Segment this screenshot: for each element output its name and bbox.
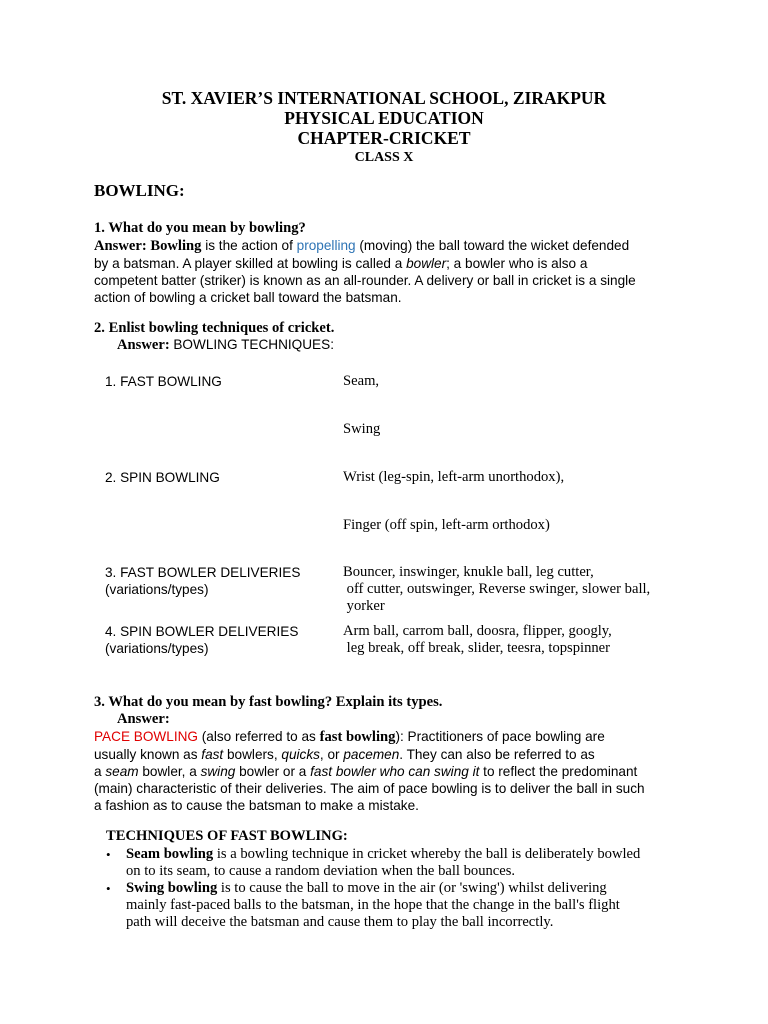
technique-category: 1. FAST BOWLING [105, 374, 222, 389]
technique-types: off cutter, outswinger, Reverse swinger, slower ball, [343, 581, 651, 597]
question-1: 1. What do you mean by bowling? [94, 220, 306, 236]
technique-types: Swing [343, 421, 381, 437]
bullet-term: Swing bowling [126, 880, 218, 896]
bullet-item: Swing bowling is to cause the ball to move in the air (or 'swing') whilst delivering [126, 880, 607, 896]
technique-category: 2. SPIN BOWLING [105, 470, 220, 485]
answer-2: Answer: BOWLING TECHNIQUES: [117, 337, 334, 353]
question-3: 3. What do you mean by fast bowling? Explain its types. [94, 694, 443, 710]
term-pace-bowling: PACE BOWLING [94, 729, 198, 744]
answer-label: Answer: [94, 238, 151, 254]
technique-types: Seam, [343, 373, 380, 389]
technique-types: Wrist (leg-spin, left-arm unorthodox), [343, 469, 565, 485]
bullet-item: Seam bowling is a bowling technique in cricket whereby the ball is deliberately bowled [126, 846, 641, 862]
technique-category: 4. SPIN BOWLER DELIVERIES [105, 624, 299, 639]
bullet-icon: • [106, 847, 111, 862]
question-2: 2. Enlist bowling techniques of cricket. [94, 320, 335, 336]
bullet-line: on to its seam, to cause a random deviation when the ball bounces. [126, 863, 516, 879]
chapter-title: CHAPTER-CRICKET [297, 128, 471, 148]
technique-types: leg break, off break, slider, teesra, topspinner [343, 640, 611, 656]
bullet-term: Seam bowling [126, 846, 214, 862]
technique-category: (variations/types) [105, 641, 209, 656]
answer-label: Answer: [117, 711, 170, 727]
technique-types: yorker [343, 598, 385, 614]
bullet-line: mainly fast-paced balls to the batsman, in the hope that the change in the ball's flight [126, 897, 620, 913]
subject-title: PHYSICAL EDUCATION [284, 108, 484, 128]
technique-category: (variations/types) [105, 582, 209, 597]
technique-types: Arm ball, carrom ball, doosra, flipper, googly, [343, 623, 612, 639]
answer-label: Answer: [117, 337, 174, 353]
answer-1: Answer: Bowling is the action of propelling (moving) the ball toward the wicket defended by a batsman. A player skilled at bowling is called a bowler; a bowler who is also a competent batter (striker) is known as an all-rounder. A delivery or ball in cricket is a single action of bowling a cricket ball toward the batsman. [94, 238, 636, 305]
bullet-line: path will deceive the batsman and cause them to play the ball incorrectly. [126, 914, 554, 930]
techniques-heading: TECHNIQUES OF FAST BOWLING: [106, 828, 348, 844]
term-bowler: bowler [406, 256, 447, 271]
term-bowling: Bowling [150, 238, 202, 254]
technique-types: Finger (off spin, left-arm orthodox) [343, 517, 550, 533]
class-label: CLASS X [354, 150, 414, 165]
technique-category: 3. FAST BOWLER DELIVERIES [105, 565, 301, 580]
school-name: ST. XAVIER’S INTERNATIONAL SCHOOL, ZIRAKPUR [161, 88, 607, 108]
term-fast-bowling: fast bowling [319, 729, 396, 745]
technique-types: Bouncer, inswinger, knukle ball, leg cutter, [343, 564, 594, 580]
bullet-icon: • [106, 881, 111, 896]
answer-3: PACE BOWLING (also referred to as fast bowling): Practitioners of pace bowling are usually known as fast bowlers, quicks, or pacemen. They can also be referred to as a seam bowler, a swing bowler or a fast bowler who can swing it to reflect the predominant (main) characteristic of their deliveries. The aim of pace bowling is to deliver the ball in such a fashion as to cause the batsman to make a mistake. [94, 729, 645, 813]
section-title: BOWLING: [94, 181, 185, 200]
propelling-link[interactable]: propelling [296, 238, 356, 253]
